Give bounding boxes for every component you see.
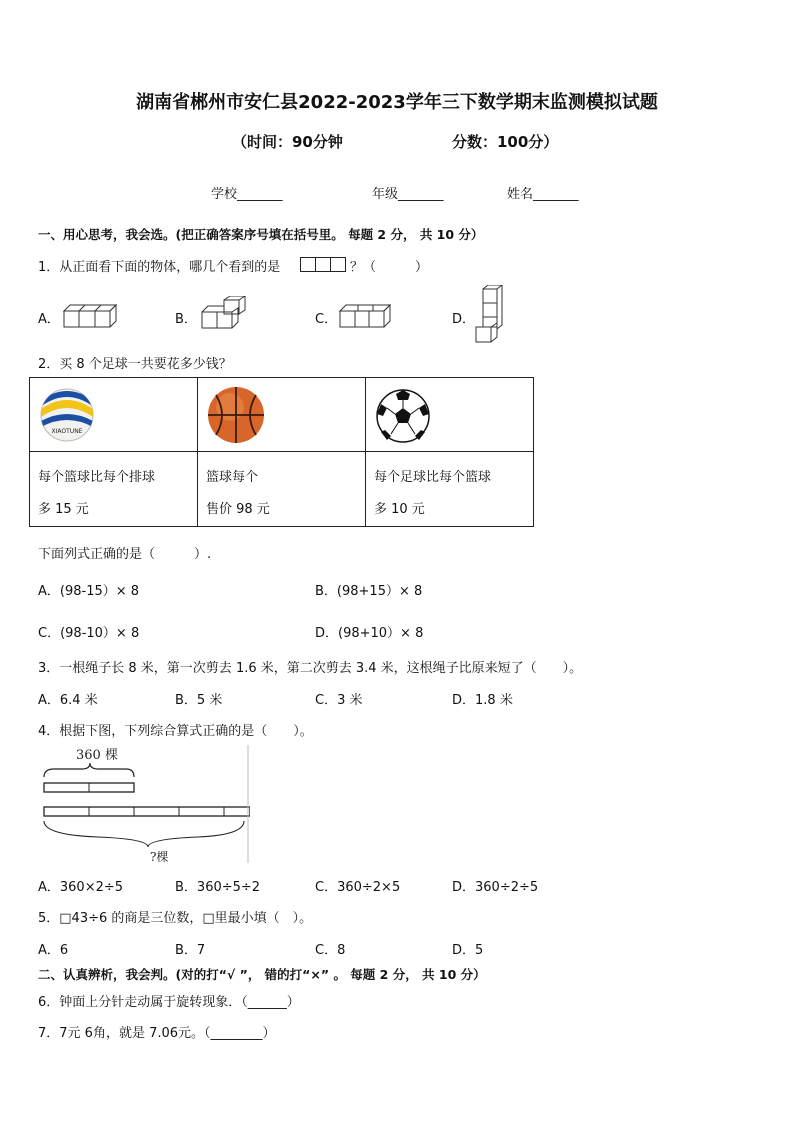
soccerball-price-cell bbox=[366, 452, 534, 527]
volleyball-cell bbox=[30, 378, 198, 452]
q2-option-d: D．(98+10）× 8 bbox=[315, 626, 424, 641]
cell1-line1: 每个篮球比每个排球 bbox=[38, 470, 156, 485]
cell2-line2: 售价 98 元 bbox=[205, 502, 270, 517]
grade-field: 年级_______ bbox=[372, 187, 444, 202]
volleyball-icon bbox=[39, 387, 95, 443]
cubes-tower-d-icon bbox=[474, 285, 506, 345]
q5-text: 5．□43÷6 的商是三位数，□里最小填（ ）。 bbox=[38, 911, 313, 926]
cell3-line2: 多 10 元 bbox=[374, 502, 425, 517]
ball-price-table bbox=[29, 377, 534, 527]
q1-option-b: B． bbox=[175, 312, 197, 327]
q2-option-c: C．(98-10）× 8 bbox=[38, 626, 140, 641]
q1-option-a: A． bbox=[38, 312, 60, 327]
soccerball-cell bbox=[366, 378, 534, 452]
three-squares-icon bbox=[300, 257, 346, 272]
q5-option-c: C．8 bbox=[315, 943, 346, 958]
school-field: 学校_______ bbox=[211, 187, 283, 202]
q2-option-b: B．(98+15）× 8 bbox=[315, 584, 423, 599]
q3-option-b: B．5 米 bbox=[175, 693, 223, 708]
q4-option-c: C．360÷2×5 bbox=[315, 880, 401, 895]
volleyball-price-cell bbox=[30, 452, 198, 527]
soccer-ball-icon bbox=[375, 388, 431, 444]
cubes-row-a-icon bbox=[62, 301, 118, 329]
q4-text: 4．根据下图，下列综合算式正确的是（ ）。 bbox=[38, 724, 313, 739]
cell2-line1: 篮球每个 bbox=[205, 470, 258, 485]
cell1-line2: 多 15 元 bbox=[38, 502, 89, 517]
section1-heading: 一、用心思考，我会选。(把正确答案序号填在括号里。 每题 2 分， 共 10 分） bbox=[38, 227, 484, 242]
q1-option-d: D． bbox=[452, 312, 476, 327]
q4-option-a: A．360×2÷5 bbox=[38, 880, 124, 895]
basketball-icon bbox=[206, 385, 266, 445]
cell3-line1: 每个足球比每个篮球 bbox=[374, 470, 492, 485]
q1-answer-blank: ？（ ） bbox=[350, 260, 429, 275]
total-score: 分数：100分） bbox=[452, 133, 559, 151]
name-field: 姓名_______ bbox=[507, 187, 579, 202]
cubes-stacked-b-icon bbox=[200, 296, 252, 330]
section2-heading: 二、认真辨析，我会判。(对的打“√ ”， 错的打“×” 。 每题 2 分， 共 10 分） bbox=[38, 967, 486, 982]
diagram-top-label: 360 棵 bbox=[76, 748, 118, 763]
q6-text: 6．钟面上分针走动属于旋转现象．（______） bbox=[38, 995, 300, 1010]
cubes-row-c-icon bbox=[338, 301, 392, 329]
q4-option-d: D．360÷2÷5 bbox=[452, 880, 539, 895]
q3-option-a: A．6.4 米 bbox=[38, 693, 98, 708]
basketball-cell bbox=[197, 378, 365, 452]
q2-text: 2．买 8 个足球一共要花多少钱？ bbox=[38, 357, 232, 372]
q3-option-c: C．3 米 bbox=[315, 693, 363, 708]
q7-text: 7．7元 6角，就是 7.06元。（________） bbox=[38, 1026, 276, 1041]
q3-option-d: D．1.8 米 bbox=[452, 693, 513, 708]
q2-prompt: 下面列式正确的是（ ）. bbox=[38, 547, 212, 562]
q5-option-d: D．5 bbox=[452, 943, 484, 958]
q3-text: 3．一根绳子长 8 米，第一次剪去 1.6 米，第二次剪去 3.4 米，这根绳子比原来短了（ ）。 bbox=[38, 661, 583, 676]
diagram-bottom-label: ?棵 bbox=[150, 850, 169, 864]
time-limit: （时间：90分钟 bbox=[232, 133, 343, 151]
q5-option-a: A．6 bbox=[38, 943, 69, 958]
q1-option-c: C． bbox=[315, 312, 338, 327]
segment-diagram bbox=[38, 743, 250, 865]
q5-option-b: B．7 bbox=[175, 943, 206, 958]
basketball-price-cell bbox=[197, 452, 365, 527]
page-title: 湖南省郴州市安仁县2022-2023学年三下数学期末监测模拟试题 bbox=[136, 92, 658, 113]
q1-text: 1．从正面看下面的物体，哪几个看到的是 bbox=[38, 260, 281, 275]
q2-option-a: A．(98-15）× 8 bbox=[38, 584, 140, 599]
volleyball-brand: XIAOTUNE bbox=[51, 428, 83, 435]
q4-option-b: B．360÷5÷2 bbox=[175, 880, 261, 895]
